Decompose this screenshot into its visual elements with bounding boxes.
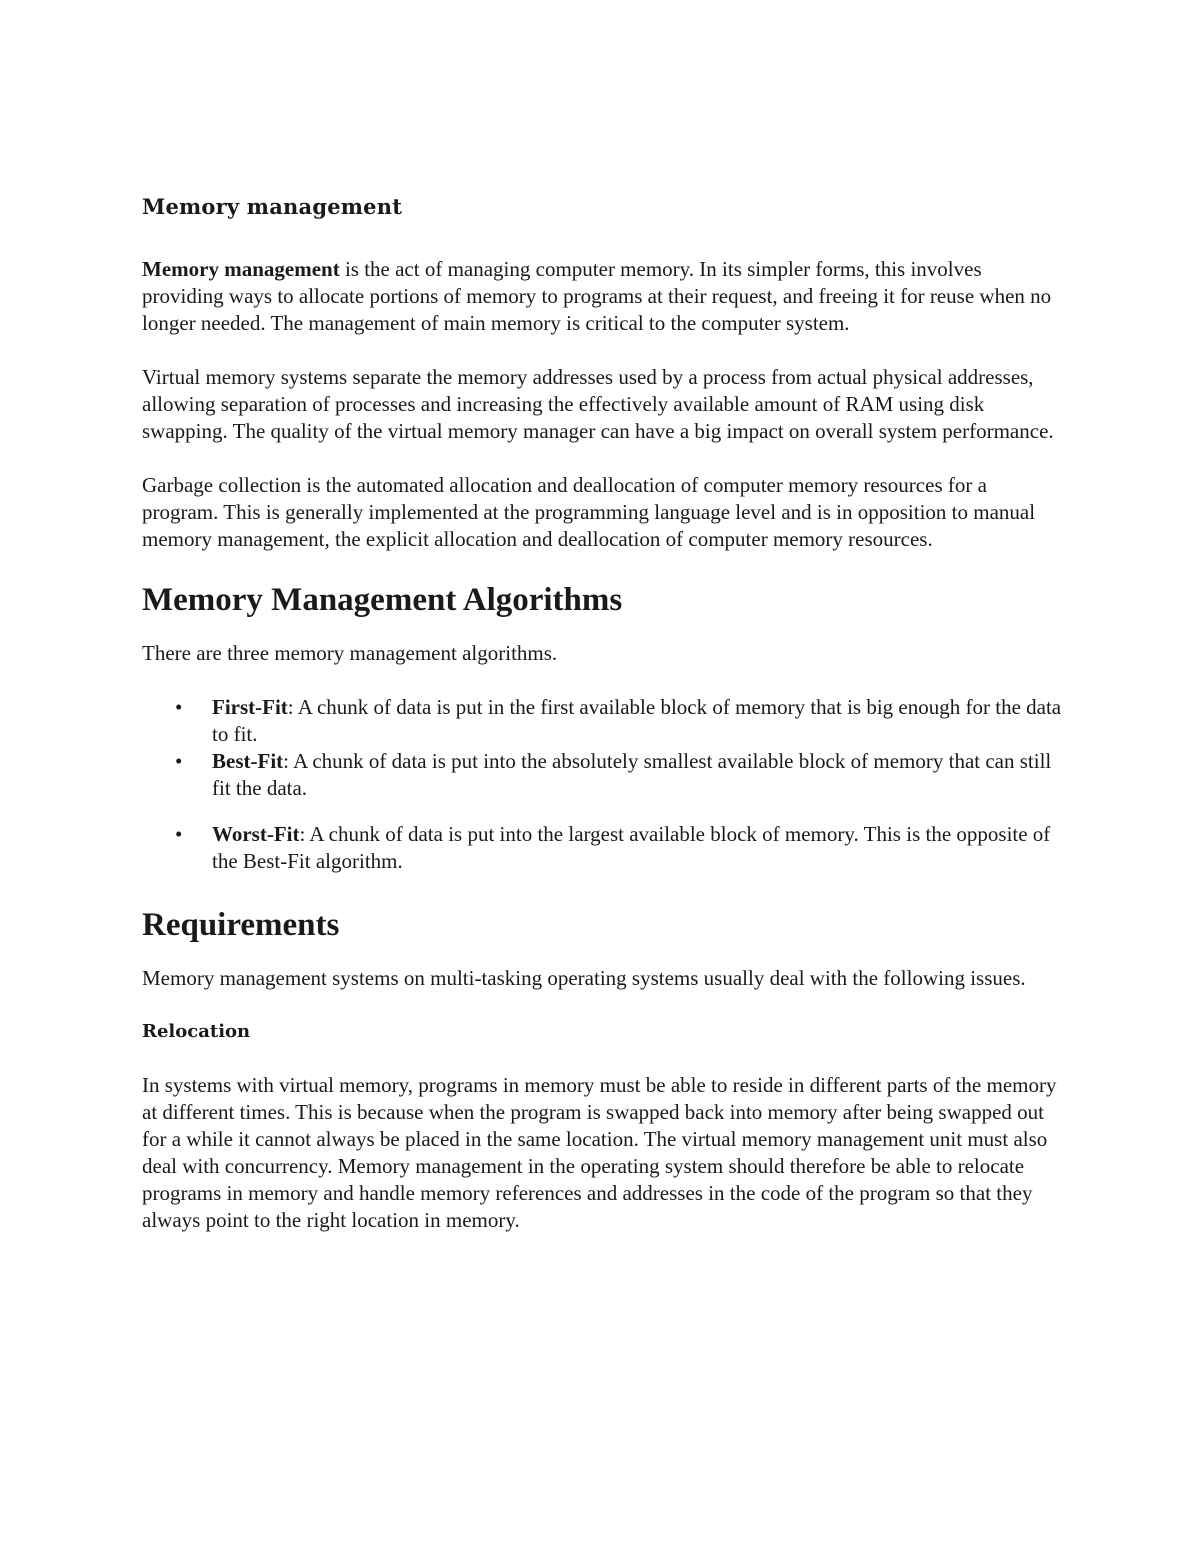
intro-text: is the act of managing computer memory. In its simpler forms, this involves providing ways to allocate portions of memory to programs at their request, and freeing it for reuse when no longer needed. The management of main memory is critical to the computer system.	[142, 257, 1052, 335]
algorithm-description: : A chunk of data is put in the first available block of memory that is big enough for the data to fit.	[212, 695, 1062, 746]
intro-paragraph	[142, 256, 1062, 337]
algorithms-list	[142, 694, 1062, 875]
algorithms-intro: There are three memory management algorithms.	[142, 641, 558, 665]
bullet-icon: •	[175, 695, 183, 719]
requirements-intro: Memory management systems on multi-tasking operating systems usually deal with the following issues.	[142, 966, 1026, 990]
document-page	[142, 190, 1062, 1234]
garbage-collection-paragraph: Garbage collection is the automated allocation and deallocation of computer memory resources for a program. This is generally implemented at the programming language level and is in opposition to manual memory management, the explicit allocation and deallocation of computer memory resources.	[142, 473, 1036, 551]
algorithms-heading: Memory Management Algorithms	[142, 582, 623, 618]
list-item-first-fit	[142, 694, 1062, 748]
algorithm-description: : A chunk of data is put into the absolutely smallest available block of memory that can still fit the data.	[212, 749, 1052, 800]
relocation-paragraph: In systems with virtual memory, programs in memory must be able to reside in different parts of the memory at different times. This is because when the program is swapped back into memory after being swapped out for a while it cannot always be placed in the same location. The virtual memory management unit must also deal with concurrency. Memory management in the operating system should therefore be able to relocate programs in memory and handle memory references and addresses in the code of the program so that they always point to the right location in memory.	[142, 1073, 1057, 1232]
bullet-icon: •	[175, 749, 183, 773]
virtual-memory-paragraph: Virtual memory systems separate the memory addresses used by a process from actual physical addresses, allowing separation of processes and increasing the effectively available amount of RAM using disk swapping. The quality of the virtual memory manager can have a big impact on overall system performance.	[142, 365, 1054, 443]
algorithm-term: Best-Fit	[212, 749, 284, 773]
list-item-best-fit	[142, 748, 1062, 802]
requirements-heading: Requirements	[142, 907, 340, 943]
list-item-worst-fit	[142, 821, 1062, 875]
algorithm-term: First-Fit	[212, 695, 288, 719]
algorithm-term: Worst-Fit	[212, 822, 300, 846]
algorithm-description: : A chunk of data is put into the largest available block of memory. This is the opposite of the Best-Fit algorithm.	[212, 822, 1051, 873]
intro-lead-term: Memory management	[142, 257, 340, 281]
document-title: Memory management	[142, 194, 403, 219]
bullet-icon: •	[175, 822, 183, 846]
relocation-heading: Relocation	[142, 1021, 251, 1042]
